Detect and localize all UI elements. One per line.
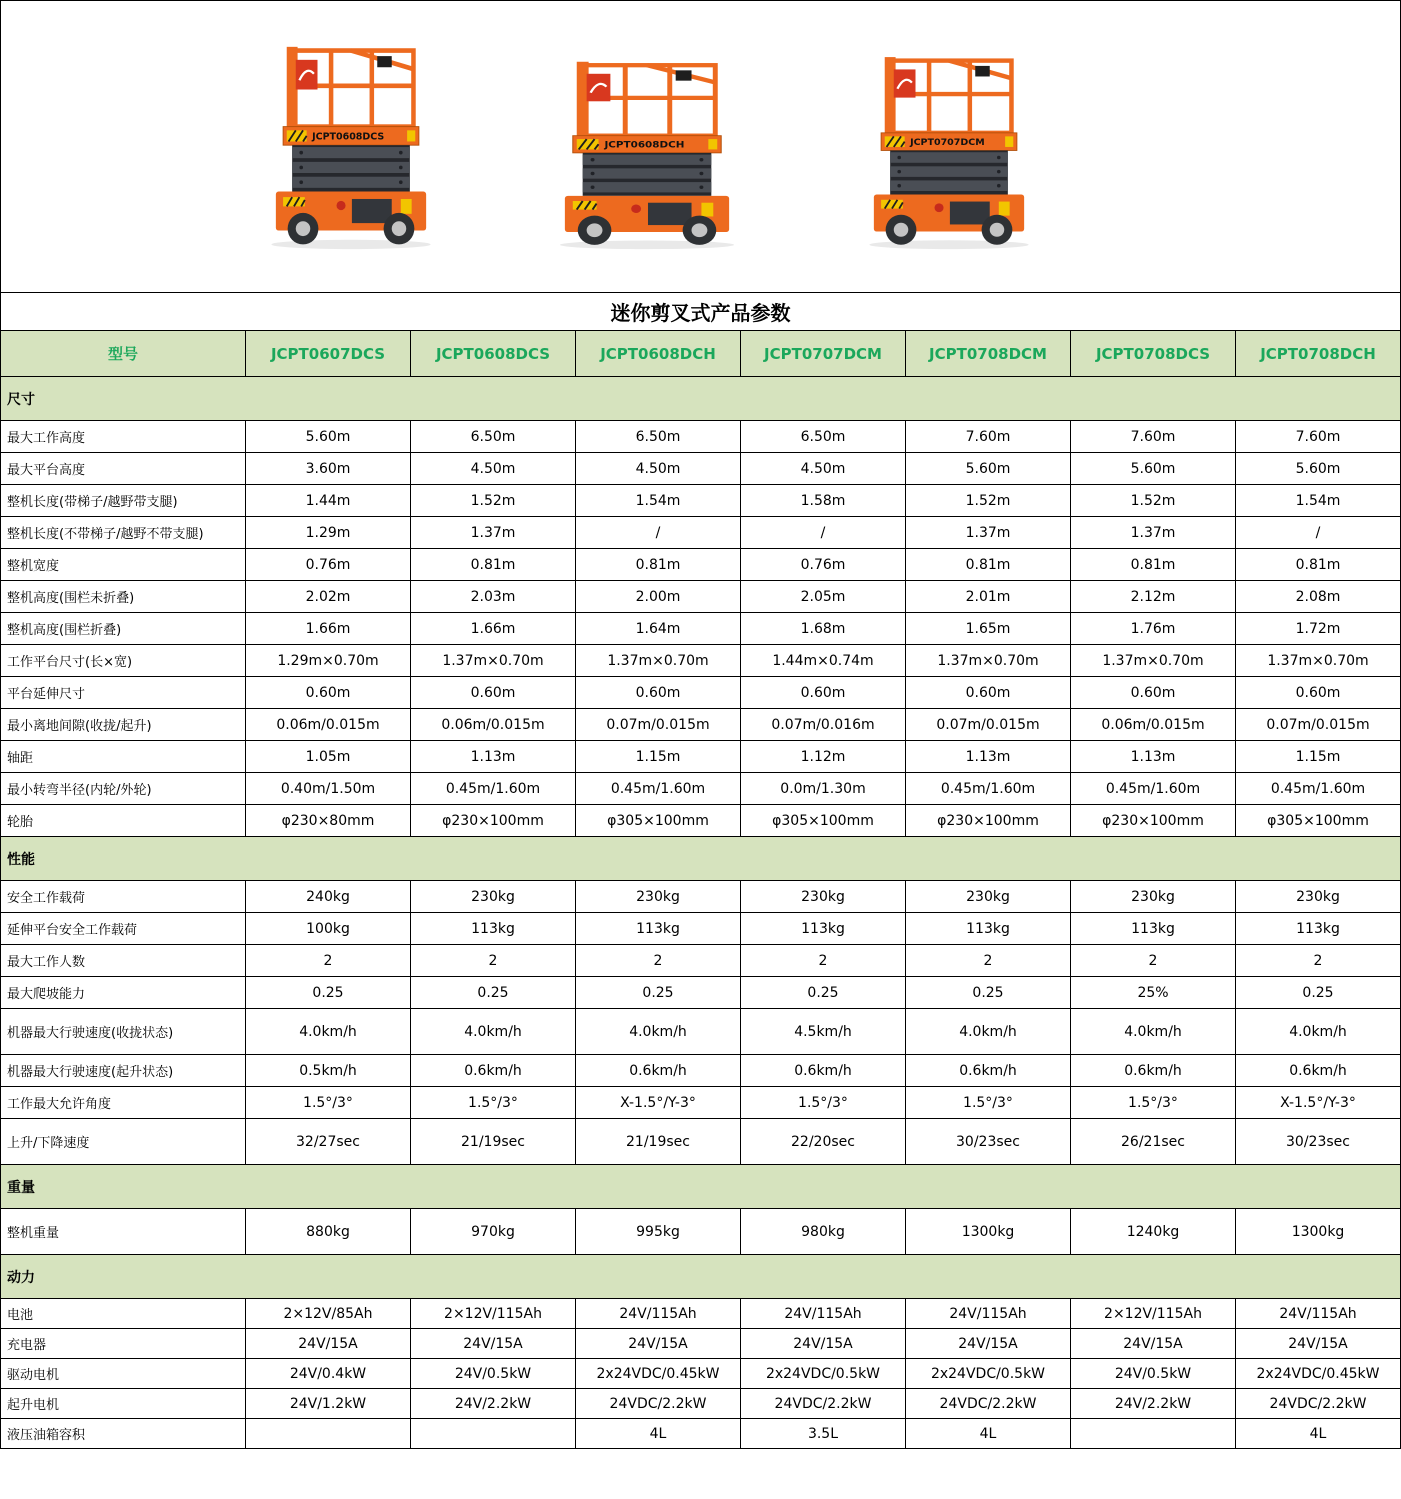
cell-value: 7.60m <box>1071 421 1236 453</box>
cell-value: 2 <box>741 945 906 977</box>
cell-value: 230kg <box>1236 881 1401 913</box>
cell-value: 1240kg <box>1071 1209 1236 1255</box>
scissor-lift-image-2 <box>553 48 741 250</box>
cell-value: 6.50m <box>576 421 741 453</box>
cell-value: 0.60m <box>246 677 411 709</box>
cell-value: 0.60m <box>576 677 741 709</box>
cell-value: 0.60m <box>906 677 1071 709</box>
brand-placard <box>894 69 916 97</box>
cell-value: 3.60m <box>246 453 411 485</box>
cell-value: 2 <box>411 945 576 977</box>
spec-row <box>1 945 1401 977</box>
cell-value: 2.03m <box>411 581 576 613</box>
row-label: 平台延伸尺寸 <box>1 677 246 709</box>
cell-value: 0.81m <box>576 549 741 581</box>
cell-value: 24V/15A <box>576 1329 741 1359</box>
cell-value: 2x24VDC/0.5kW <box>741 1359 906 1389</box>
cell-value: 0.81m <box>1071 549 1236 581</box>
cell-value: 0.76m <box>246 549 411 581</box>
cell-value: 4.0km/h <box>906 1009 1071 1055</box>
cell-value: / <box>576 517 741 549</box>
cell-value: 0.45m/1.60m <box>576 773 741 805</box>
cell-value: φ230×100mm <box>411 805 576 837</box>
cell-value: 24V/15A <box>246 1329 411 1359</box>
cell-value: 24V/2.2kW <box>1071 1389 1236 1419</box>
cell-value: 0.06m/0.015m <box>411 709 576 741</box>
cell-value: 0.6km/h <box>906 1055 1071 1087</box>
cell-value: 0.45m/1.60m <box>1236 773 1401 805</box>
cell-value: 113kg <box>576 913 741 945</box>
spec-row <box>1 581 1401 613</box>
cell-value: 0.5km/h <box>246 1055 411 1087</box>
cell-value: 0.07m/0.015m <box>1236 709 1401 741</box>
cell-value: 4.0km/h <box>1236 1009 1401 1055</box>
scissor-lift-image-3 <box>863 43 1035 250</box>
cell-value: 0.76m <box>741 549 906 581</box>
cell-value: 1.37m×0.70m <box>576 645 741 677</box>
scissor-mechanism <box>292 145 410 191</box>
cell-value: 4.50m <box>741 453 906 485</box>
cell-value: 1.76m <box>1071 613 1236 645</box>
cell-value: 0.6km/h <box>1071 1055 1236 1087</box>
row-label: 延伸平台安全工作载荷 <box>1 913 246 945</box>
cell-value: 2×12V/85Ah <box>246 1299 411 1329</box>
spec-row <box>1 805 1401 837</box>
machine-model-label: JCPT0608DCS <box>312 131 385 143</box>
spec-row <box>1 1009 1401 1055</box>
cell-value: 24V/1.2kW <box>246 1389 411 1419</box>
cell-value: 30/23sec <box>1236 1119 1401 1165</box>
cell-value: 21/19sec <box>411 1119 576 1165</box>
section-header-row <box>1 837 1401 881</box>
row-label: 液压油箱容积 <box>1 1419 246 1449</box>
machine-model-label: JCPT0608DCH <box>604 140 685 151</box>
cell-value: 2.02m <box>246 581 411 613</box>
cell-value: φ305×100mm <box>741 805 906 837</box>
cell-value: 1.13m <box>906 741 1071 773</box>
cell-value: 1.58m <box>741 485 906 517</box>
row-label: 电池 <box>1 1299 246 1329</box>
cell-value: 0.60m <box>411 677 576 709</box>
cell-value: 25% <box>1071 977 1236 1009</box>
cell-value: 230kg <box>741 881 906 913</box>
cell-value: 0.60m <box>741 677 906 709</box>
cell-value: 22/20sec <box>741 1119 906 1165</box>
cell-value: 2 <box>576 945 741 977</box>
cell-value: 2x24VDC/0.5kW <box>906 1359 1071 1389</box>
cell-value: 230kg <box>906 881 1071 913</box>
scissor-lift-image-1 <box>265 32 437 250</box>
cell-value: 230kg <box>576 881 741 913</box>
cell-value: 5.60m <box>906 453 1071 485</box>
spec-row <box>1 977 1401 1009</box>
cell-value: 0.6km/h <box>576 1055 741 1087</box>
product-images <box>0 0 1401 292</box>
cell-value: 1.15m <box>576 741 741 773</box>
cell-value: 1.37m×0.70m <box>906 645 1071 677</box>
model-header-JCPT0707DCM: JCPT0707DCM <box>741 331 906 377</box>
cell-value: 1.44m <box>246 485 411 517</box>
cell-value: 5.60m <box>1071 453 1236 485</box>
cell-value: 1300kg <box>906 1209 1071 1255</box>
cell-value: 4.50m <box>411 453 576 485</box>
row-label: 上升/下降速度 <box>1 1119 246 1165</box>
cell-value: 0.45m/1.60m <box>411 773 576 805</box>
row-label: 最大工作高度 <box>1 421 246 453</box>
row-label: 机器最大行驶速度(起升状态) <box>1 1055 246 1087</box>
cell-value: 1300kg <box>1236 1209 1401 1255</box>
cell-value: 2 <box>246 945 411 977</box>
cell-value: 24VDC/2.2kW <box>1236 1389 1401 1419</box>
model-header-JCPT0608DCH: JCPT0608DCH <box>576 331 741 377</box>
spec-row <box>1 677 1401 709</box>
row-label: 工作平台尺寸(长×宽) <box>1 645 246 677</box>
cell-value: 2x24VDC/0.45kW <box>576 1359 741 1389</box>
machine-model-label: JCPT0707DCM <box>910 137 985 149</box>
cell-value: 1.5°/3° <box>411 1087 576 1119</box>
cell-value: 3.5L <box>741 1419 906 1449</box>
spec-row <box>1 453 1401 485</box>
row-label: 整机长度(带梯子/越野带支腿) <box>1 485 246 517</box>
row-label: 整机高度(围栏折叠) <box>1 613 246 645</box>
cell-value: 0.81m <box>1236 549 1401 581</box>
spec-row <box>1 1389 1401 1419</box>
spec-row <box>1 1359 1401 1389</box>
section-header-row <box>1 377 1401 421</box>
spec-row <box>1 645 1401 677</box>
cell-value: 100kg <box>246 913 411 945</box>
cell-value: 0.06m/0.015m <box>1071 709 1236 741</box>
cell-value: 0.60m <box>1071 677 1236 709</box>
cell-value: 0.45m/1.60m <box>1071 773 1236 805</box>
cell-value: 2.12m <box>1071 581 1236 613</box>
cell-value: 0.40m/1.50m <box>246 773 411 805</box>
cell-value: 0.6km/h <box>411 1055 576 1087</box>
row-label: 最大平台高度 <box>1 453 246 485</box>
section-title: 性能 <box>1 837 1401 881</box>
cell-value: 24V/115Ah <box>741 1299 906 1329</box>
cell-value: 24V/115Ah <box>1236 1299 1401 1329</box>
cell-value: 2.05m <box>741 581 906 613</box>
platform-deck <box>283 127 419 146</box>
cell-value: 5.60m <box>246 421 411 453</box>
section-title: 尺寸 <box>1 377 1401 421</box>
cell-value: 1.29m <box>246 517 411 549</box>
spec-row <box>1 549 1401 581</box>
page-title: 迷你剪叉式产品参数 <box>1 293 1401 331</box>
cell-value: φ230×80mm <box>246 805 411 837</box>
cell-value: 7.60m <box>906 421 1071 453</box>
control-box <box>975 66 989 77</box>
spec-row <box>1 741 1401 773</box>
cell-value: 4.5km/h <box>741 1009 906 1055</box>
cell-value: 2 <box>1071 945 1236 977</box>
cell-value: 1.05m <box>246 741 411 773</box>
cell-value: 2 <box>906 945 1071 977</box>
cell-value: 1.64m <box>576 613 741 645</box>
cell-value: 1.52m <box>411 485 576 517</box>
cell-value: 1.54m <box>576 485 741 517</box>
cell-value: 1.37m <box>906 517 1071 549</box>
cell-value: X-1.5°/Y-3° <box>576 1087 741 1119</box>
row-label: 整机长度(不带梯子/越野不带支腿) <box>1 517 246 549</box>
cell-value: 5.60m <box>1236 453 1401 485</box>
cell-value: 0.25 <box>576 977 741 1009</box>
scissor-mechanism <box>890 150 1008 194</box>
platform-deck <box>573 136 721 153</box>
cell-value: 4.0km/h <box>246 1009 411 1055</box>
cell-value: 1.37m <box>1071 517 1236 549</box>
spec-row <box>1 1419 1401 1449</box>
model-header-JCPT0607DCS: JCPT0607DCS <box>246 331 411 377</box>
row-label: 整机重量 <box>1 1209 246 1255</box>
cell-value: 2.01m <box>906 581 1071 613</box>
spec-row <box>1 1087 1401 1119</box>
model-header-JCPT0708DCM: JCPT0708DCM <box>906 331 1071 377</box>
cell-value: 0.07m/0.016m <box>741 709 906 741</box>
row-label: 轴距 <box>1 741 246 773</box>
cell-value: 1.52m <box>906 485 1071 517</box>
cell-value: 0.25 <box>246 977 411 1009</box>
cell-value: 24V/15A <box>411 1329 576 1359</box>
cell-value: φ230×100mm <box>906 805 1071 837</box>
cell-value: 1.12m <box>741 741 906 773</box>
cell-value: 880kg <box>246 1209 411 1255</box>
cell-value: 1.5°/3° <box>246 1087 411 1119</box>
cell-value: 2.08m <box>1236 581 1401 613</box>
cell-value: 6.50m <box>411 421 576 453</box>
cell-value: 0.45m/1.60m <box>906 773 1071 805</box>
cell-value: 24V/15A <box>741 1329 906 1359</box>
cell-value: 2×12V/115Ah <box>411 1299 576 1329</box>
cell-value: 21/19sec <box>576 1119 741 1165</box>
cell-value: 0.81m <box>906 549 1071 581</box>
cell-value: φ305×100mm <box>576 805 741 837</box>
spec-row <box>1 1209 1401 1255</box>
cell-value: 113kg <box>411 913 576 945</box>
cell-value: 2x24VDC/0.45kW <box>1236 1359 1401 1389</box>
cell-value: 1.37m×0.70m <box>1071 645 1236 677</box>
cell-value: / <box>1236 517 1401 549</box>
cell-value: 32/27sec <box>246 1119 411 1165</box>
cell-value: 1.72m <box>1236 613 1401 645</box>
section-title: 重量 <box>1 1165 1401 1209</box>
row-label: 安全工作载荷 <box>1 881 246 913</box>
model-header-JCPT0708DCS: JCPT0708DCS <box>1071 331 1236 377</box>
spec-row <box>1 1329 1401 1359</box>
cell-value: 1.66m <box>411 613 576 645</box>
cell-value: 113kg <box>741 913 906 945</box>
cell-value: 0.6km/h <box>1236 1055 1401 1087</box>
cell-value: 24V/115Ah <box>576 1299 741 1329</box>
cell-value: φ230×100mm <box>1071 805 1236 837</box>
cell-value: 230kg <box>1071 881 1236 913</box>
row-label: 整机宽度 <box>1 549 246 581</box>
cell-value: 7.60m <box>1236 421 1401 453</box>
cell-value: 113kg <box>1071 913 1236 945</box>
cell-value: 1.37m×0.70m <box>411 645 576 677</box>
spec-row <box>1 421 1401 453</box>
row-label: 机器最大行驶速度(收拢状态) <box>1 1009 246 1055</box>
cell-value: 970kg <box>411 1209 576 1255</box>
cell-value: 0.06m/0.015m <box>246 709 411 741</box>
row-label: 轮胎 <box>1 805 246 837</box>
cell-value: 4.0km/h <box>1071 1009 1236 1055</box>
cell-value: 0.25 <box>741 977 906 1009</box>
model-header-JCPT0608DCS: JCPT0608DCS <box>411 331 576 377</box>
spec-row <box>1 881 1401 913</box>
cell-value: 0.25 <box>411 977 576 1009</box>
cell-value: 24V/0.4kW <box>246 1359 411 1389</box>
cell-value: 1.13m <box>411 741 576 773</box>
spec-row <box>1 1119 1401 1165</box>
cell-value: 0.81m <box>411 549 576 581</box>
row-label: 驱动电机 <box>1 1359 246 1389</box>
cell-value: 24V/115Ah <box>906 1299 1071 1329</box>
cell-value: 24V/2.2kW <box>411 1389 576 1419</box>
cell-value: 24VDC/2.2kW <box>906 1389 1071 1419</box>
cell-value: 24V/15A <box>1071 1329 1236 1359</box>
cell-value: 240kg <box>246 881 411 913</box>
cell-value: 24V/15A <box>906 1329 1071 1359</box>
row-label: 充电器 <box>1 1329 246 1359</box>
spec-row <box>1 485 1401 517</box>
cell-value: 24VDC/2.2kW <box>576 1389 741 1419</box>
cell-value: 995kg <box>576 1209 741 1255</box>
cell-value: 113kg <box>906 913 1071 945</box>
cell-value: 0.07m/0.015m <box>576 709 741 741</box>
cell-value: 0.0m/1.30m <box>741 773 906 805</box>
cell-value: 1.5°/3° <box>1071 1087 1236 1119</box>
cell-value: 980kg <box>741 1209 906 1255</box>
control-box <box>676 70 692 80</box>
model-header-JCPT0708DCH: JCPT0708DCH <box>1236 331 1401 377</box>
row-label: 起升电机 <box>1 1389 246 1419</box>
cell-value: 1.37m <box>411 517 576 549</box>
cell-value: 0.60m <box>1236 677 1401 709</box>
cell-value <box>246 1419 411 1449</box>
spec-row <box>1 517 1401 549</box>
model-header-row <box>1 331 1401 377</box>
cell-value: 24V/0.5kW <box>411 1359 576 1389</box>
cell-value: 113kg <box>1236 913 1401 945</box>
row-label: 最大工作人数 <box>1 945 246 977</box>
cell-value: 6.50m <box>741 421 906 453</box>
scissor-mechanism <box>583 153 712 196</box>
cell-value: 24V/15A <box>1236 1329 1401 1359</box>
cell-value: 24V/0.5kW <box>1071 1359 1236 1389</box>
cell-value: 0.6km/h <box>741 1055 906 1087</box>
cell-value: 1.15m <box>1236 741 1401 773</box>
cell-value: 0.07m/0.015m <box>906 709 1071 741</box>
title-row <box>1 293 1401 331</box>
cell-value: 0.25 <box>906 977 1071 1009</box>
spec-row <box>1 709 1401 741</box>
cell-value: 24VDC/2.2kW <box>741 1389 906 1419</box>
cell-value: 1.37m×0.70m <box>1236 645 1401 677</box>
row-label: 最小离地间隙(收拢/起升) <box>1 709 246 741</box>
section-header-row <box>1 1255 1401 1299</box>
cell-value: φ305×100mm <box>1236 805 1401 837</box>
cell-value: 1.54m <box>1236 485 1401 517</box>
row-label: 工作最大允许角度 <box>1 1087 246 1119</box>
spec-table <box>0 292 1401 1449</box>
spec-row <box>1 913 1401 945</box>
cell-value: 1.5°/3° <box>906 1087 1071 1119</box>
spec-row <box>1 613 1401 645</box>
cell-value: 4L <box>906 1419 1071 1449</box>
row-label: 最大爬坡能力 <box>1 977 246 1009</box>
cell-value: 30/23sec <box>906 1119 1071 1165</box>
brand-placard <box>587 74 611 102</box>
cell-value: 1.68m <box>741 613 906 645</box>
cell-value: 0.25 <box>1236 977 1401 1009</box>
spec-row <box>1 773 1401 805</box>
cell-value: 1.5°/3° <box>741 1087 906 1119</box>
cell-value: 4.0km/h <box>411 1009 576 1055</box>
cell-value: 26/21sec <box>1071 1119 1236 1165</box>
section-header-row <box>1 1165 1401 1209</box>
cell-value: 4.0km/h <box>576 1009 741 1055</box>
cell-value: 1.65m <box>906 613 1071 645</box>
cell-value: / <box>741 517 906 549</box>
row-label: 整机高度(围栏未折叠) <box>1 581 246 613</box>
spec-row <box>1 1055 1401 1087</box>
cell-value: 1.13m <box>1071 741 1236 773</box>
spec-row <box>1 1299 1401 1329</box>
brand-placard <box>296 60 318 90</box>
cell-value: 1.29m×0.70m <box>246 645 411 677</box>
cell-value: 1.66m <box>246 613 411 645</box>
cell-value: 2 <box>1236 945 1401 977</box>
cell-value: 1.52m <box>1071 485 1236 517</box>
cell-value: 1.44m×0.74m <box>741 645 906 677</box>
cell-value <box>411 1419 576 1449</box>
cell-value: 4.50m <box>576 453 741 485</box>
section-title: 动力 <box>1 1255 1401 1299</box>
platform-deck <box>881 133 1017 151</box>
cell-value: 2×12V/115Ah <box>1071 1299 1236 1329</box>
cell-value <box>1071 1419 1236 1449</box>
cell-value: 230kg <box>411 881 576 913</box>
control-box <box>377 56 391 67</box>
cell-value: 4L <box>1236 1419 1401 1449</box>
row-label: 最小转弯半径(内轮/外轮) <box>1 773 246 805</box>
cell-value: 2.00m <box>576 581 741 613</box>
model-column-header: 型号 <box>1 331 246 377</box>
cell-value: X-1.5°/Y-3° <box>1236 1087 1401 1119</box>
cell-value: 4L <box>576 1419 741 1449</box>
